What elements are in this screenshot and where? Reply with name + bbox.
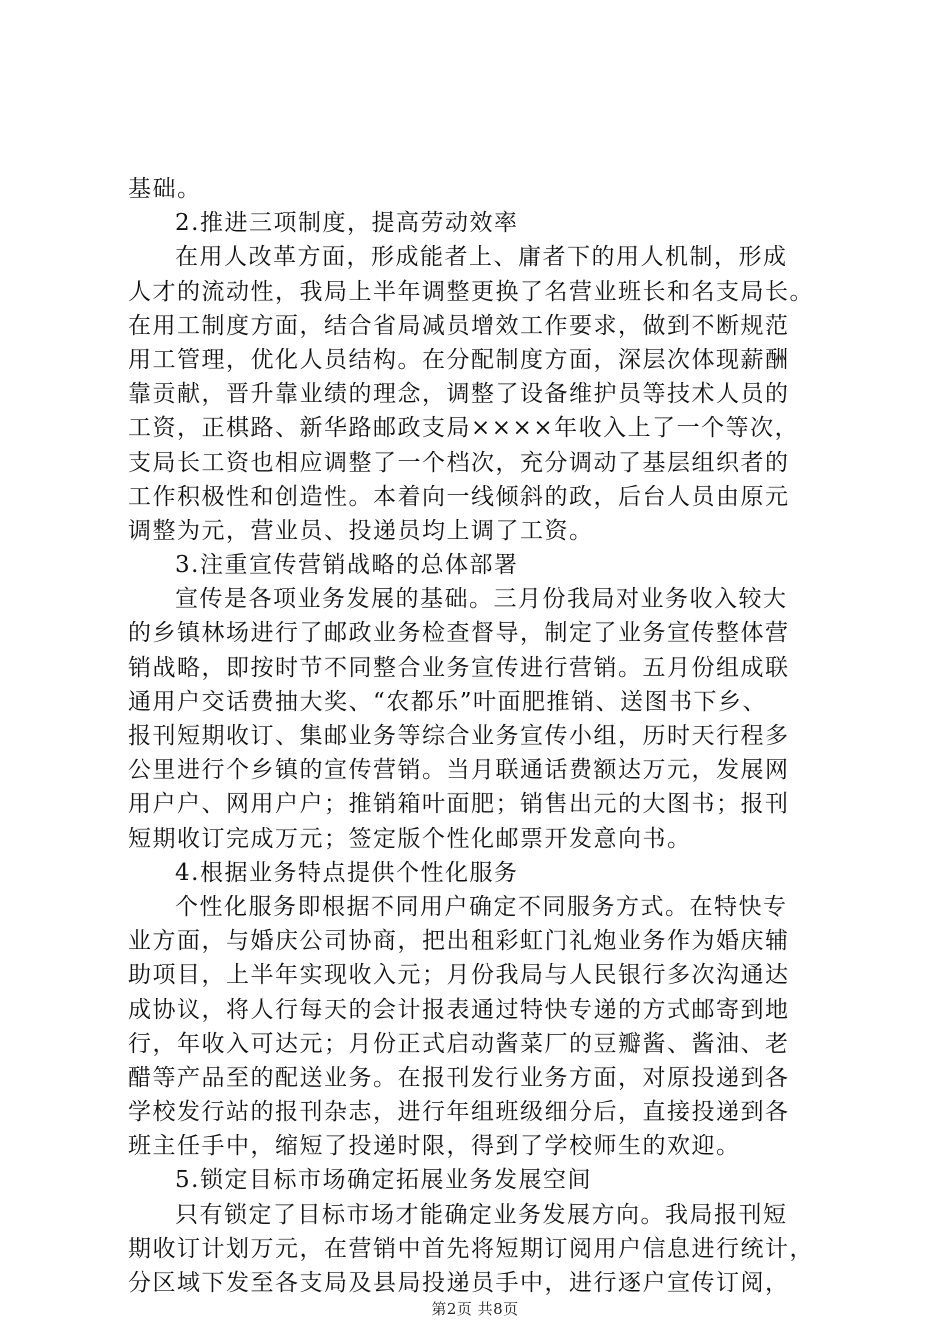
section-heading: 3.注重宣传营销战略的总体部署: [175, 552, 519, 579]
text-line: 业方面，与婚庆公司协商，把出租彩虹门礼炮业务作为婚庆辅: [128, 928, 790, 955]
text-line: 期收订计划万元，在营销中首先将短期订阅用户信息进行统计，: [128, 1235, 814, 1262]
text-line: 报刊短期收订、集邮业务等综合业务宣传小组，历时天行程多: [128, 723, 790, 749]
section-heading: 5.锁定目标市场确定拓展业务发展空间: [175, 1167, 592, 1194]
page-footer: 第2页 共8页: [431, 1300, 519, 1318]
text-line: 基础。: [128, 176, 202, 202]
text-line: 销战略，即按时节不同整合业务宣传进行营销。五月份组成联: [128, 654, 790, 681]
text-line: 用工管理，优化人员结构。在分配制度方面，深层次体现薪酬: [128, 346, 790, 373]
text-line: 通用户交话费抽大奖、“农都乐”叶面肥推销、送图书下乡、: [128, 688, 768, 715]
text-line: 分区域下发至各支局及县局投递员手中，进行逐户宣传订阅，: [128, 1270, 790, 1296]
text-line: 调整为元，营业员、投递员均上调了工资。: [128, 517, 594, 544]
text-line: 人才的流动性，我局上半年调整更换了名营业班长和名支局长。: [128, 278, 814, 305]
text-line: 个性化服务即根据不同用户确定不同服务方式。在特快专: [175, 893, 788, 920]
text-line: 学校发行站的报刊杂志，进行年组班级细分后，直接投递到各: [128, 1099, 790, 1126]
text-line: 的乡镇林场进行了邮政业务检查督导，制定了业务宣传整体营: [128, 620, 790, 647]
text-line: 公里进行个乡镇的宣传营销。当月联通话费额达万元，发展网: [128, 757, 790, 784]
text-line: 成协议，将人行每天的会计报表通过特快专递的方式邮寄到地: [128, 996, 790, 1023]
text-line: 在用人改革方面，形成能者上、庸者下的用人机制，形成: [175, 244, 788, 271]
text-line: 短期收订完成万元；签定版个性化邮票开发意向书。: [128, 825, 692, 852]
text-line: 醋等产品至的配送业务。在报刊发行业务方面，对原投递到各: [128, 1064, 790, 1091]
text-line: 行，年收入可达元；月份正式启动酱菜厂的豆瓣酱、酱油、老: [128, 1030, 790, 1057]
document-body: [128, 172, 828, 1300]
text-line: 工作积极性和创造性。本着向一线倾斜的政，后台人员由原元: [128, 483, 790, 510]
text-line: 靠贡献，晋升靠业绩的理念，调整了设备维护员等技术人员的: [128, 381, 790, 408]
section-heading: 4.根据业务特点提供个性化服务: [175, 859, 519, 886]
text-line: 班主任手中，缩短了投递时限，得到了学校师生的欢迎。: [128, 1133, 741, 1160]
text-line: 宣传是各项业务发展的基础。三月份我局对业务收入较大: [175, 586, 788, 613]
text-line: 支局长工资也相应调整了一个档次，充分调动了基层组织者的: [128, 449, 790, 476]
text-line: 工资，正棋路、新华路邮政支局××××年收入上了一个等次，: [128, 415, 800, 442]
text-line: 用户户、网用户户；推销箱叶面肥；销售出元的大图书；报刊: [128, 791, 790, 818]
text-line: 在用工制度方面，结合省局减员增效工作要求，做到不断规范: [128, 312, 790, 339]
text-line: 只有锁定了目标市场才能确定业务发展方向。我局报刊短: [175, 1201, 788, 1228]
text-line: 助项目，上半年实现收入元；月份我局与人民银行多次沟通达: [128, 962, 790, 989]
section-heading: 2.推进三项制度，提高劳动效率: [175, 210, 519, 237]
